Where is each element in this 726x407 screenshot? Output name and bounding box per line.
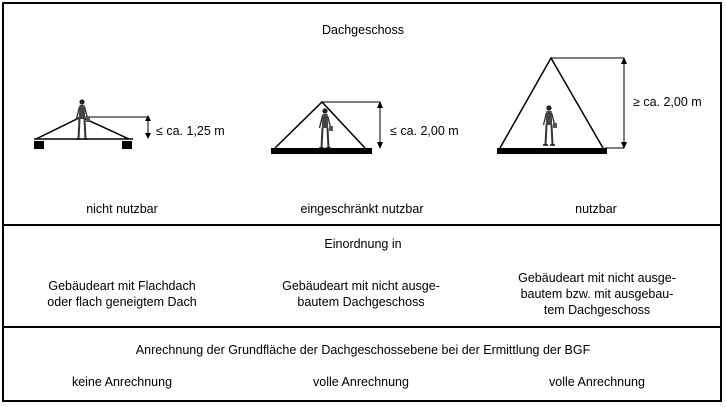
usability-label-1: nicht nutzbar (86, 202, 158, 216)
category-item-1-line2: oder flach geneigtem Dach (47, 295, 197, 309)
section3-title: Anrechnung der Grundfläche der Dachgeschossebene bei der Ermittlung der BGF (135, 343, 591, 357)
section-divider-2 (2, 326, 722, 328)
category-item-2-line1: Gebäudeart mit nicht ausge- (282, 279, 440, 293)
usability-label-3: nutzbar (575, 202, 617, 216)
roof-diagrams (0, 45, 726, 215)
category-item-3-line2: bautem bzw. mit ausgebau- (520, 287, 674, 301)
section1-title: Dachgeschoss (322, 23, 404, 37)
measure-label-1: ≤ ca. 1,25 m (156, 124, 225, 138)
category-item-3-line3: tem Dachgeschoss (543, 303, 651, 317)
credit-item-2: volle Anrechnung (313, 375, 409, 389)
category-item-2 (256, 278, 466, 310)
medium-roof-diagram (271, 101, 383, 154)
credit-item-1: keine Anrechnung (71, 375, 173, 389)
category-item-3-line1: Gebäudeart mit nicht ausge- (518, 271, 676, 285)
steep-roof-diagram (497, 57, 627, 154)
credit-item-3: volle Anrechnung (549, 375, 645, 389)
category-item-3 (492, 270, 702, 318)
category-item-1 (22, 278, 222, 310)
category-item-2-line2: bautem Dachgeschoss (297, 295, 425, 309)
section-divider-1 (2, 224, 722, 226)
flat-roof-diagram (34, 99, 151, 149)
usability-label-2: eingeschränkt nutzbar (300, 202, 424, 216)
category-item-1-line1: Gebäudeart mit Flachdach (48, 279, 196, 293)
measure-label-2: ≤ ca. 2,00 m (390, 124, 459, 138)
section2-title: Einordnung in (324, 237, 402, 251)
measure-label-3: ≥ ca. 2,00 m (633, 95, 702, 109)
